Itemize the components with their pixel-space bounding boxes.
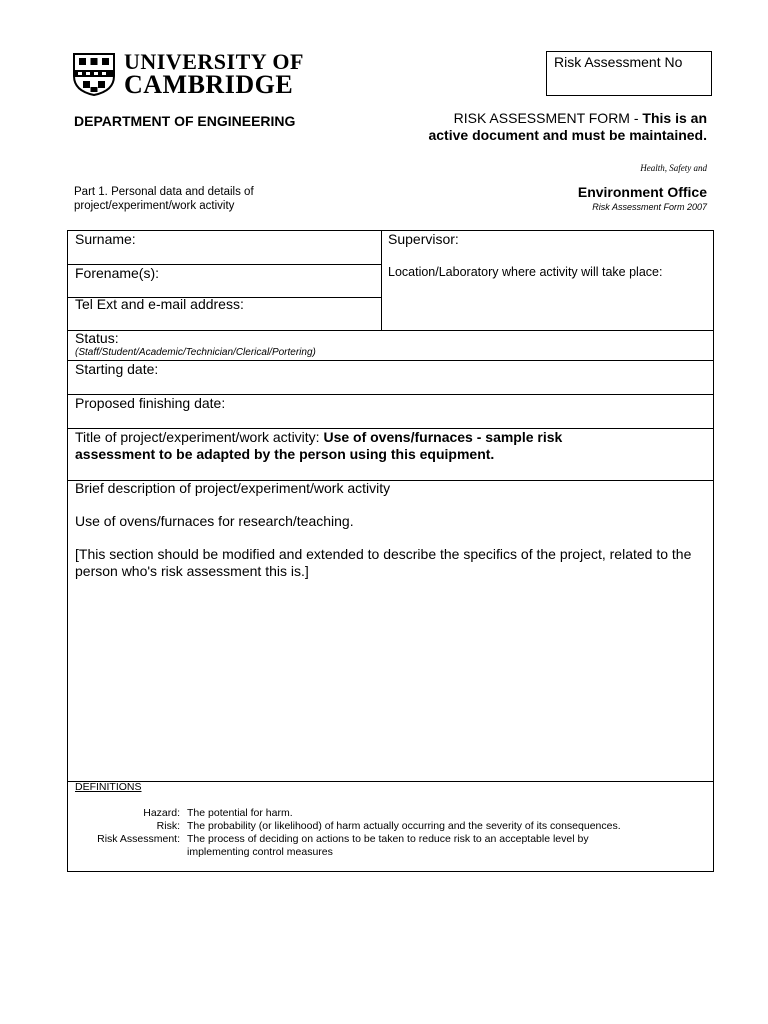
personal-data-form bbox=[67, 230, 714, 872]
divider bbox=[68, 360, 713, 361]
health-safety-line: Health, Safety and bbox=[640, 163, 707, 173]
divider bbox=[68, 781, 713, 782]
brief-description-p2: [This section should be modified and extended to describe the specifics of the project, related to the person who's risk assessment this is.] bbox=[75, 546, 692, 579]
brief-description-p1: Use of ovens/furnaces for research/teaching. bbox=[75, 513, 354, 529]
definition-term: Risk Assessment: bbox=[97, 833, 180, 845]
part1-heading bbox=[74, 185, 254, 213]
part1-line1: Part 1. Personal data and details of bbox=[74, 186, 254, 198]
divider bbox=[68, 330, 713, 331]
logo-text-university: UNIVERSITY OF bbox=[124, 49, 304, 74]
environment-office-title: Environment Office bbox=[577, 184, 707, 200]
brief-description-field[interactable] bbox=[75, 480, 695, 580]
university-crest-icon bbox=[72, 52, 116, 96]
forenames-field[interactable]: Forename(s): bbox=[75, 265, 160, 281]
starting-date-field[interactable]: Starting date: bbox=[75, 361, 159, 377]
definition-term: Hazard: bbox=[143, 807, 180, 819]
tel-email-field[interactable]: Tel Ext and e-mail address: bbox=[75, 296, 244, 312]
definition-risk bbox=[68, 820, 708, 833]
risk-assessment-no-label: Risk Assessment No bbox=[554, 54, 683, 70]
logo-text-cambridge: CAMBRIDGE bbox=[124, 70, 294, 99]
definition-term: Risk: bbox=[156, 820, 180, 832]
risk-assessment-form-year: Risk Assessment Form 2007 bbox=[592, 202, 707, 212]
definition-hazard bbox=[68, 807, 708, 820]
department-title: DEPARTMENT OF ENGINEERING bbox=[74, 113, 296, 129]
activity-title-label: Title of project/experiment/work activity: bbox=[75, 429, 324, 445]
surname-field[interactable]: Surname: bbox=[75, 231, 136, 247]
form-title-line2: active document and must be maintained. bbox=[428, 127, 707, 143]
finishing-date-field[interactable]: Proposed finishing date: bbox=[75, 395, 226, 411]
activity-title-value-1: Use of ovens/furnaces - sample risk bbox=[323, 429, 563, 445]
brief-description-label: Brief description of project/experiment/work activity bbox=[75, 480, 391, 496]
definitions-title: DEFINITIONS bbox=[75, 781, 142, 793]
activity-title-value-2: assessment to be adapted by the person using this equipment. bbox=[75, 446, 495, 462]
divider bbox=[381, 231, 382, 330]
form-title bbox=[380, 110, 707, 144]
status-options: (Staff/Student/Academic/Technician/Clerical/Portering) bbox=[75, 347, 316, 358]
status-field[interactable]: Status: bbox=[75, 330, 119, 346]
supervisor-field[interactable]: Supervisor: bbox=[388, 231, 459, 247]
form-title-prefix: RISK ASSESSMENT FORM - bbox=[453, 110, 643, 126]
activity-title-field[interactable] bbox=[75, 429, 562, 463]
definition-text: The probability (or likelihood) of harm actually occurring and the severity of its consequences. bbox=[187, 820, 621, 832]
part1-line2: project/experiment/work activity bbox=[74, 200, 235, 212]
definition-text: The process of deciding on actions to be taken to reduce risk to an acceptable level by implementing control measures bbox=[187, 833, 589, 858]
definition-risk-assessment bbox=[68, 833, 708, 859]
location-field[interactable]: Location/Laboratory where activity will take place: bbox=[388, 265, 663, 279]
risk-assessment-no-box[interactable] bbox=[546, 51, 712, 96]
definition-text: The potential for harm. bbox=[187, 807, 293, 819]
form-title-rest: This is an bbox=[642, 110, 707, 126]
